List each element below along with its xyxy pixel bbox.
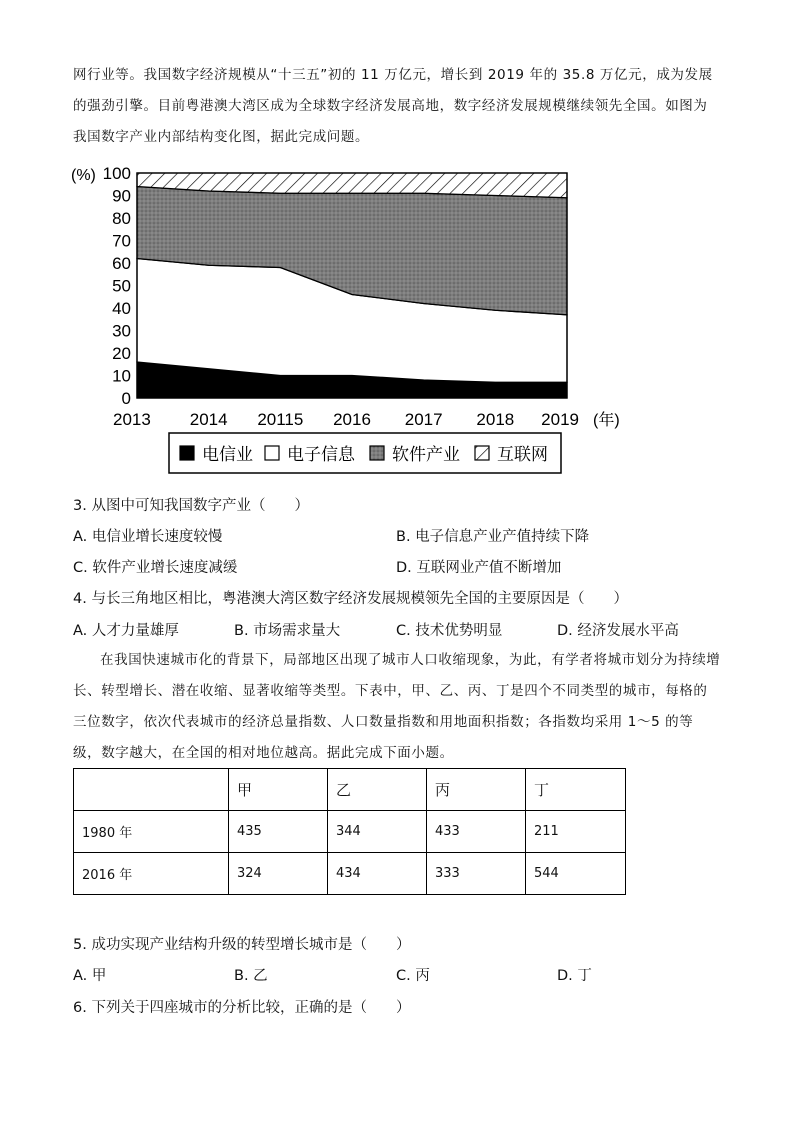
legend-swatch bbox=[475, 446, 489, 460]
table-cell: 2016 年 bbox=[74, 853, 229, 895]
chart-legend bbox=[169, 433, 561, 473]
x-axis-label: (年) bbox=[593, 412, 620, 429]
y-tick-label: 10 bbox=[112, 366, 131, 386]
x-tick-label: 2016 bbox=[333, 410, 371, 429]
q4-option-c: C. 技术优势明显 bbox=[396, 623, 503, 639]
table-cell: 434 bbox=[328, 853, 427, 895]
city-index-table bbox=[73, 768, 626, 895]
y-tick-label: 30 bbox=[112, 321, 131, 341]
table-cell: 333 bbox=[427, 853, 526, 895]
table-cell: 544 bbox=[526, 853, 626, 895]
y-axis-label: (%) bbox=[71, 167, 96, 184]
q3-option-d: D. 互联网业产值不断增加 bbox=[396, 560, 562, 576]
legend-label: 软件产业 bbox=[392, 445, 460, 465]
legend-swatch bbox=[265, 446, 279, 460]
x-tick-label: 2019 bbox=[541, 410, 579, 429]
y-tick-label: 90 bbox=[112, 186, 131, 206]
q5-option-b: B. 乙 bbox=[234, 968, 268, 984]
q6-stem: 6. 下列关于四座城市的分析比较，正确的是（ ） bbox=[73, 1000, 411, 1016]
q4-stem: 4. 与长三角地区相比，粤港澳大湾区数字经济发展规模领先全国的主要原因是（ ） bbox=[73, 591, 628, 607]
legend-label: 电信业 bbox=[202, 445, 253, 465]
y-tick-label: 70 bbox=[112, 231, 131, 251]
y-tick-label: 50 bbox=[112, 276, 131, 296]
table-header-cell: 丙 bbox=[427, 769, 526, 811]
table-cell: 324 bbox=[229, 853, 328, 895]
legend-label: 互联网 bbox=[497, 445, 548, 465]
q5-stem: 5. 成功实现产业结构升级的转型增长城市是（ ） bbox=[73, 937, 411, 953]
x-tick-label: 20115 bbox=[257, 410, 304, 429]
second-paragraph: 在我国快速城市化的背景下，局部地区出现了城市人口收缩现象，为此，有学者将城市划分为持续增长、转型增长、潜在收缩、显著收缩等类型。下表中，甲、乙、丙、丁是四个不同类型的城市，每格的三位数字，依次代表城市的经济总量指数、人口数量指数和用地面积指数；各指数均采用 1～5 的等级，数字越大，在全国的相对地位越高。据此完成下面小题。 bbox=[73, 652, 721, 761]
table-header-cell: 乙 bbox=[328, 769, 427, 811]
table-cell: 344 bbox=[328, 811, 427, 853]
table-cell: 1980 年 bbox=[74, 811, 229, 853]
legend-swatch bbox=[370, 446, 384, 460]
y-tick-label: 20 bbox=[112, 344, 131, 363]
q5-option-d: D. 丁 bbox=[557, 968, 592, 984]
q5-option-c: C. 丙 bbox=[396, 968, 430, 984]
x-tick-label: 2013 bbox=[113, 410, 151, 429]
q4-option-d: D. 经济发展水平高 bbox=[557, 623, 679, 639]
intro-paragraph: 网行业等。我国数字经济规模从“十三五”初的 11 万亿元，增长到 2019 年的 35.8 万亿元，成为发展的强劲引擎。目前粤港澳大湾区成为全球数字经济发展高地，数字经济发展规模继续领先全国。如图为我国数字产业内部结构变化图，据此完成问题。 bbox=[73, 67, 713, 145]
q3-option-a: A. 电信业增长速度较慢 bbox=[73, 529, 223, 545]
table-row bbox=[74, 811, 626, 853]
y-tick-label: 40 bbox=[112, 299, 131, 318]
y-tick-label: 60 bbox=[112, 254, 131, 273]
table-header-cell: 丁 bbox=[526, 769, 626, 811]
table-header-row bbox=[74, 769, 626, 811]
x-tick-label: 2017 bbox=[404, 410, 443, 429]
table-cell: 433 bbox=[427, 811, 526, 853]
y-tick-label: 0 bbox=[121, 389, 131, 408]
x-tick-label: 2018 bbox=[476, 410, 515, 429]
q3-stem: 3. 从图中可知我国数字产业（ ） bbox=[73, 498, 309, 514]
q4-option-a: A. 人才力量雄厚 bbox=[73, 623, 179, 639]
q5-option-a: A. 甲 bbox=[73, 968, 107, 984]
table-row bbox=[74, 853, 626, 895]
q3-option-b: B. 电子信息产业产值持续下降 bbox=[396, 529, 590, 545]
legend-label: 电子信息 bbox=[287, 445, 355, 465]
y-tick-label: 80 bbox=[112, 209, 131, 228]
table-header-cell: 甲 bbox=[229, 769, 328, 811]
table-cell: 211 bbox=[526, 811, 626, 853]
q4-option-b: B. 市场需求量大 bbox=[234, 623, 341, 639]
table-header-cell bbox=[74, 769, 229, 811]
legend-swatch bbox=[180, 446, 194, 460]
table-cell: 435 bbox=[229, 811, 328, 853]
y-tick-label: 100 bbox=[102, 164, 131, 183]
x-tick-label: 2014 bbox=[189, 410, 228, 429]
q3-option-c: C. 软件产业增长速度减缓 bbox=[73, 560, 238, 576]
structure-chart bbox=[65, 158, 635, 478]
